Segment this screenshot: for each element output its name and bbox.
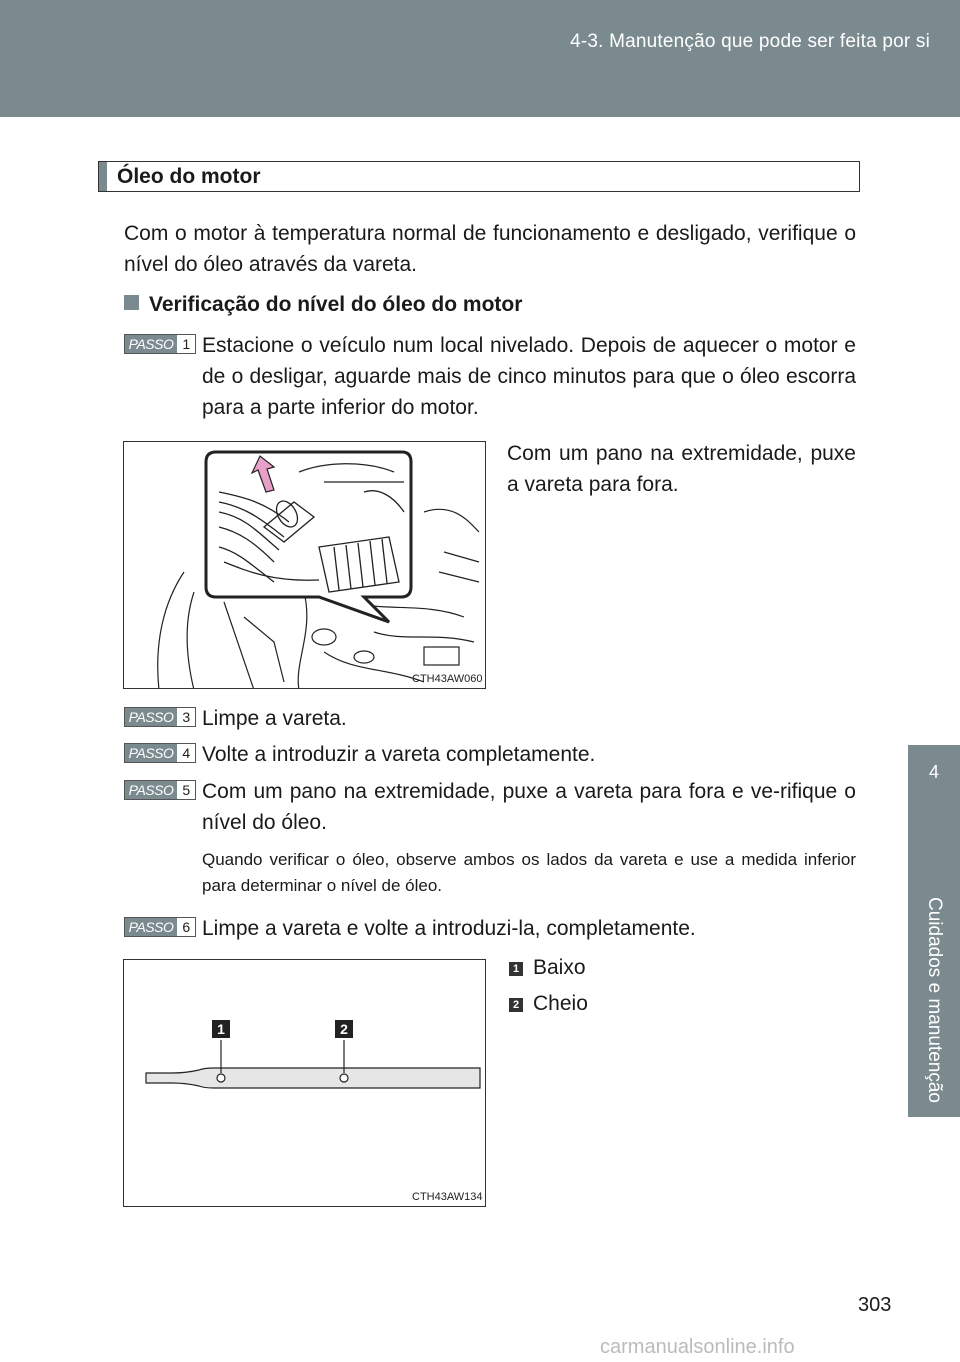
- step-badge-4: [124, 743, 196, 763]
- page-number: 303: [858, 1294, 892, 1316]
- note-text: Quando verificar o óleo, observe ambos os lados da vareta e use a medida inferior para determinar o nível de óleo.: [202, 850, 856, 895]
- dipstick-drawing: [124, 960, 486, 1207]
- step-badge-label: PASSO: [125, 744, 177, 762]
- step-4-text: Volte a introduzir a vareta completamente.: [202, 743, 596, 766]
- marker-2-label: 2: [340, 1021, 348, 1037]
- step-badge-label: PASSO: [125, 335, 177, 353]
- step-badge-5: [124, 780, 196, 800]
- step-badge-3: [124, 707, 196, 727]
- step-badge-number: 4: [177, 744, 195, 762]
- step-1-text: Estacione o veículo num local nivelado. Depois de aquecer o motor e de o desligar, aguarde mais de cinco minutos para que o óleo escorra para a parte inferior do motor.: [202, 334, 856, 419]
- figure-code: CTH43AW060: [412, 673, 483, 685]
- step-badge-label: PASSO: [125, 781, 177, 799]
- chapter-title: 4-3. Manutenção que pode ser feita por si: [570, 31, 930, 52]
- step-badge-number: 5: [177, 781, 195, 799]
- step-badge-label: PASSO: [125, 708, 177, 726]
- subheading: [124, 293, 522, 317]
- section-title-bar: [99, 162, 107, 191]
- legend-item-full: [509, 992, 588, 1016]
- step-badge-6: [124, 917, 196, 937]
- marker-1-label: 1: [217, 1021, 225, 1037]
- legend-label: Cheio: [533, 992, 588, 1015]
- figure-code: CTH43AW134: [412, 1191, 483, 1203]
- step-badge-number: 6: [177, 918, 195, 936]
- step-3-text: Limpe a vareta.: [202, 707, 347, 730]
- section-title-box: [98, 161, 860, 192]
- step-6-text: Limpe a vareta e volte a introduzi-la, completamente.: [202, 917, 696, 940]
- chapter-number: 4: [928, 762, 939, 782]
- subheading-text: Verificação do nível do óleo do motor: [149, 293, 523, 316]
- dipstick-illustration: [123, 959, 486, 1207]
- section-title: Óleo do motor: [117, 165, 261, 188]
- legend-label: Baixo: [533, 956, 586, 979]
- engine-illustration: [123, 441, 486, 689]
- step-5-text: Com um pano na extremidade, puxe a vareta para fora e ve-rifique o nível do óleo.: [202, 780, 856, 834]
- legend-number-badge: 1: [509, 962, 523, 976]
- legend-item-low: [509, 956, 586, 980]
- step-badge-number: 3: [177, 708, 195, 726]
- intro-paragraph: Com o motor à temperatura normal de funcionamento e desligado, verifique o nível do óleo através da vareta.: [124, 222, 856, 276]
- legend-number-badge: 2: [509, 998, 523, 1012]
- page-header: [0, 0, 960, 117]
- engine-drawing: [124, 442, 486, 689]
- step-badge-number: 1: [177, 335, 195, 353]
- square-bullet-icon: [124, 295, 139, 310]
- step-badge-label: PASSO: [125, 918, 177, 936]
- step-badge-1: [124, 334, 196, 354]
- watermark: carmanualsonline.info: [600, 1336, 795, 1358]
- step-2-text: Com um pano na extremidade, puxe a vareta para fora.: [507, 442, 856, 496]
- chapter-label: Cuidados e manutenção: [924, 897, 945, 1103]
